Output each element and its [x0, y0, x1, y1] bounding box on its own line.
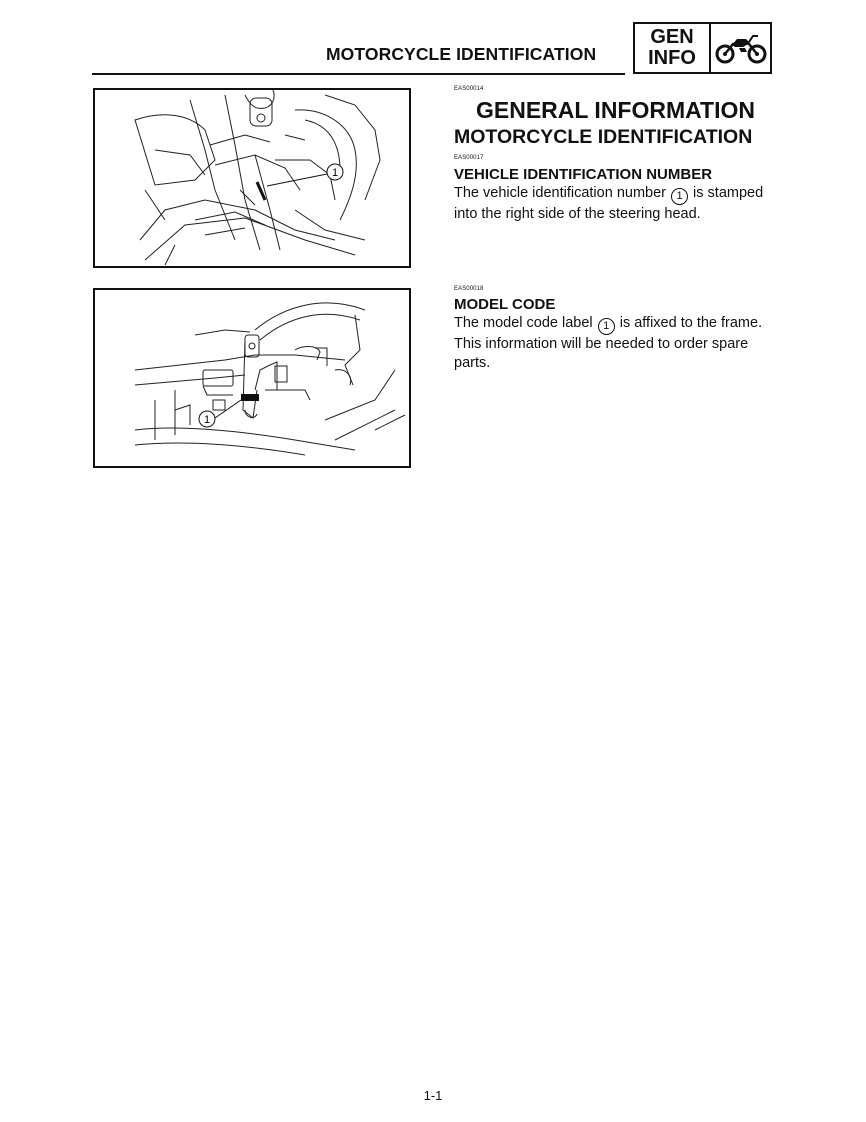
model-code-paragraph	[454, 314, 774, 372]
model-text-2: is affixed to the frame. This information will be needed to order spare parts.	[454, 315, 763, 371]
model-text-1: The model code label	[454, 315, 593, 331]
badge-line-2: INFO	[648, 47, 696, 69]
chapter-title: GENERAL INFORMATION	[476, 97, 755, 123]
model-callout: 1	[598, 318, 615, 335]
figure-1-callout: 1	[331, 167, 339, 179]
badge-line-1: GEN	[650, 26, 694, 48]
section-code-model: EAS00018	[454, 286, 484, 292]
page-number: 1-1	[423, 1088, 443, 1103]
figure-2-callout: 1	[203, 414, 211, 426]
figure-steering-head	[93, 88, 411, 268]
figure-frame	[93, 288, 411, 468]
gen-info-badge	[633, 22, 772, 74]
model-code-heading: MODEL CODE	[454, 296, 556, 313]
section-code-vin: EAS00017	[454, 155, 484, 161]
vin-heading: VEHICLE IDENTIFICATION NUMBER	[454, 166, 713, 183]
vin-callout: 1	[671, 188, 688, 205]
header-rule	[92, 73, 625, 75]
vin-text-1: The vehicle identification number	[454, 185, 666, 201]
badge-text	[635, 24, 711, 72]
page-section-title: MOTORCYCLE IDENTIFICATION	[326, 44, 597, 64]
section-title: MOTORCYCLE IDENTIFICATION	[454, 126, 753, 148]
motorcycle-icon	[711, 24, 770, 72]
vin-paragraph	[454, 184, 774, 224]
vin-text-2: is stamped into the right side of the steering head.	[454, 185, 764, 222]
section-code-general: EAS00014	[454, 86, 484, 92]
